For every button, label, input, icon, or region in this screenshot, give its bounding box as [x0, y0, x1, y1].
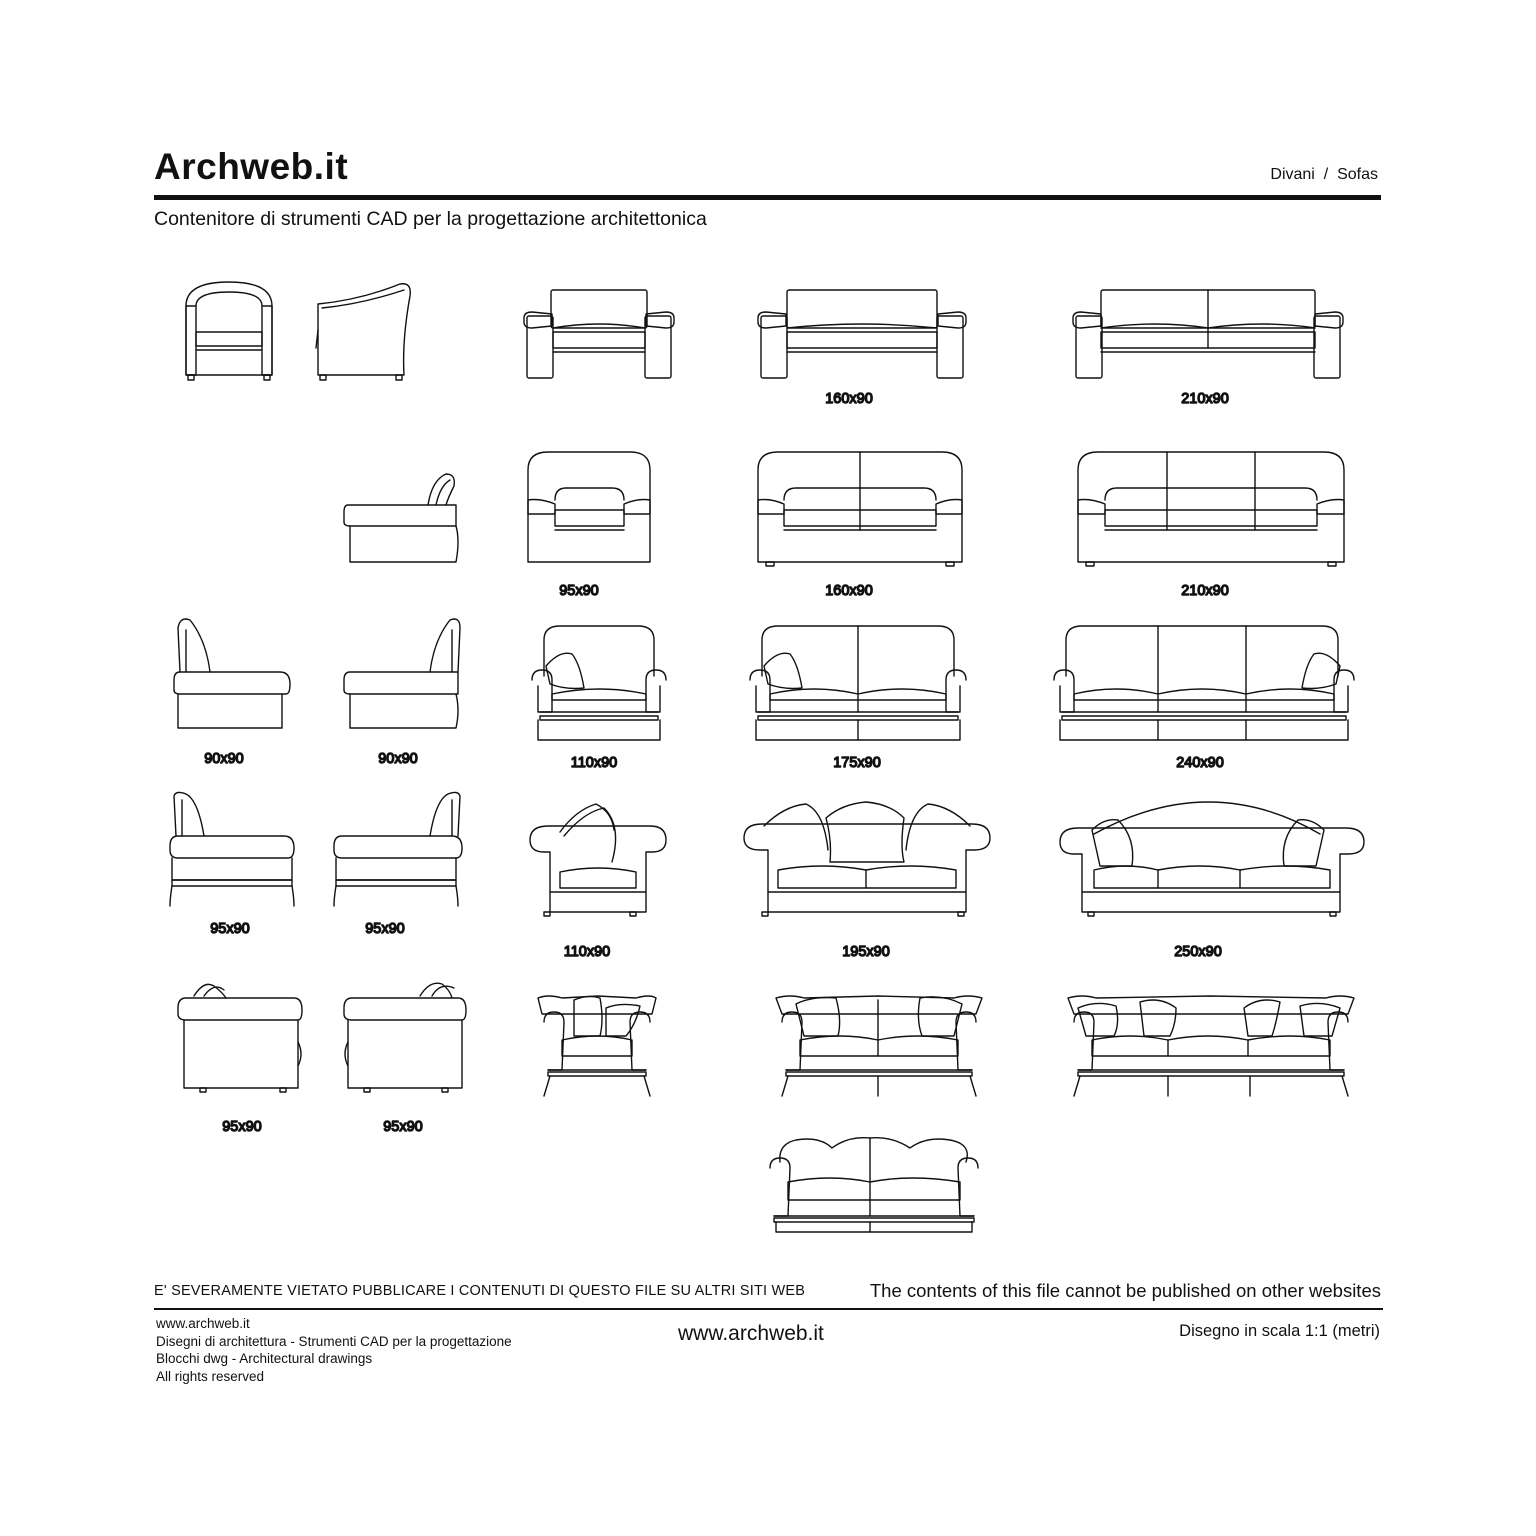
sofa-modern-210 [1073, 290, 1343, 378]
sofa-classic-240 [1054, 626, 1354, 740]
size-label: 195x90 [842, 944, 890, 960]
footer-rule [154, 1308, 1383, 1310]
armchair-modern [524, 290, 674, 378]
sofa-classic-175 [750, 626, 966, 740]
size-label: 110x90 [563, 944, 611, 960]
armchair-side-90-b [344, 619, 460, 728]
armchair-skirt-side-b [334, 792, 462, 906]
size-label: 95x90 [222, 1119, 262, 1135]
size-label: 240x90 [1176, 755, 1224, 771]
footer-line: Blocchi dwg - Architectural drawings [156, 1351, 373, 1366]
armchair-pillow-side-b [344, 983, 466, 1092]
size-label: 95x90 [559, 583, 599, 599]
size-label: 160x90 [825, 583, 873, 599]
footer-line: Disegni di architettura - Strumenti CAD per la progettazione [156, 1333, 512, 1349]
size-label: 210x90 [1181, 583, 1229, 599]
size-label: 110x90 [570, 755, 618, 771]
sofa-loose-back-2 [776, 996, 982, 1096]
sofa-camelback-250 [1060, 802, 1364, 916]
warning-english: The contents of this file cannot be published on other websites [869, 1280, 1381, 1301]
footer-line: www.archweb.it [156, 1316, 250, 1331]
warning-italian: E' SEVERAMENTE VIETATO PUBBLICARE I CONTENUTI DI QUESTO FILE SU ALTRI SITI WEB [154, 1283, 806, 1299]
size-label: 160x90 [825, 391, 873, 407]
sofa-rounded-160 [758, 452, 962, 566]
armchair-classic-110 [532, 626, 666, 740]
size-label: 90x90 [204, 751, 244, 767]
footer-website: www.archweb.it [678, 1322, 824, 1345]
size-label: 175x90 [833, 755, 881, 771]
armchair-skirt-side-a [170, 792, 294, 906]
sofa-loose-back-bottom [770, 1138, 978, 1232]
armchair-rounded-95 [528, 452, 650, 562]
tub-armchair-side [316, 284, 410, 380]
armchair-side-90-a [174, 619, 290, 728]
footer-line: All rights reserved [156, 1368, 265, 1384]
footer-left-block [156, 1315, 512, 1385]
armchair-loose-back [538, 996, 656, 1096]
armchair-rounded-side [344, 474, 458, 562]
size-label: 90x90 [378, 751, 418, 767]
size-label: 95x90 [210, 921, 250, 937]
footer-scale-note: Disegno in scala 1:1 (metri) [1179, 1322, 1380, 1340]
size-label: 95x90 [383, 1119, 423, 1135]
sofa-loose-back-3 [1068, 996, 1354, 1096]
armchair-chesterfield-110 [530, 804, 666, 916]
logo-text: Archweb.it [154, 146, 349, 187]
category-label: Divani / Sofas [1270, 166, 1378, 183]
sofa-rounded-210 [1078, 452, 1344, 566]
size-label: 95x90 [365, 921, 405, 937]
size-label: 250x90 [1174, 944, 1222, 960]
tub-armchair-front [186, 282, 272, 380]
size-label: 210x90 [1181, 391, 1229, 407]
sofa-chesterfield-195 [744, 802, 990, 916]
armchair-pillow-side-a [178, 984, 302, 1092]
subtitle: Contenitore di strumenti CAD per la progettazione architettonica [154, 208, 707, 230]
sofa-modern-160 [758, 290, 966, 378]
